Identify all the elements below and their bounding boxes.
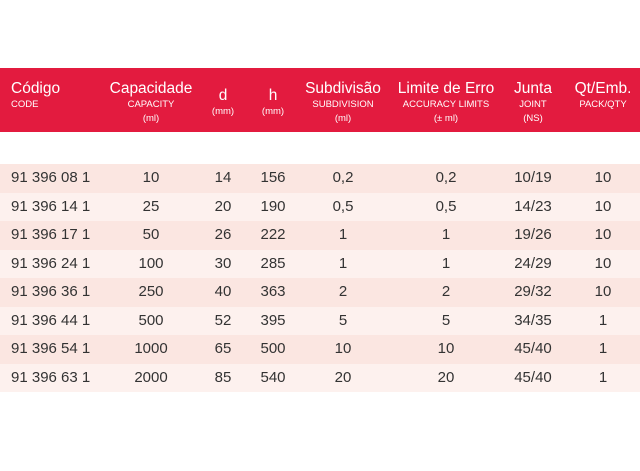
cell-joint: 14/23	[514, 197, 552, 215]
cell-capacity: 50	[142, 226, 160, 243]
header-joint	[505, 68, 561, 132]
cell-limit: 0,5	[435, 197, 457, 215]
table-row	[0, 221, 640, 250]
header-capacity-unit: (ml)	[142, 113, 160, 124]
header-subdivision-unit: (ml)	[334, 113, 352, 124]
cell-limit: 1	[441, 254, 451, 272]
cell-joint: 45/40	[514, 340, 552, 357]
cell-d: 30	[214, 254, 232, 272]
cell-code: 91 396 14 1	[11, 197, 91, 215]
cell-qty: 10	[594, 254, 612, 272]
cell-qty: 10	[594, 283, 612, 300]
cell-qty: 10	[594, 169, 612, 186]
cell-h: 156	[260, 169, 286, 186]
header-subdivision-sub: SUBDIVISION	[312, 99, 374, 110]
header-limit	[390, 68, 502, 132]
header-limit-unit: (± ml)	[433, 113, 459, 124]
cell-joint: 10/19	[514, 169, 552, 186]
cell-capacity: 1000	[134, 340, 168, 357]
cell-d: 14	[214, 169, 232, 186]
header-joint-sub: JOINT	[519, 99, 547, 110]
cell-limit: 5	[441, 311, 451, 329]
cell-subdivision: 20	[334, 368, 352, 386]
cell-capacity: 250	[138, 283, 164, 300]
cell-subdivision: 2	[338, 283, 348, 300]
header-subdivision-label: Subdivisão	[305, 80, 381, 97]
header-h-label: h	[268, 87, 278, 104]
cell-code: 91 396 36 1	[11, 283, 91, 300]
header-limit-label: Limite de Erro	[397, 80, 495, 97]
cell-d: 85	[214, 368, 232, 386]
header-joint-label: Junta	[514, 80, 552, 97]
header-h-unit: (mm)	[261, 106, 285, 117]
cell-subdivision: 5	[338, 311, 348, 329]
cell-subdivision: 10	[334, 340, 352, 357]
cell-h: 190	[260, 197, 286, 215]
cell-code: 91 396 44 1	[11, 311, 91, 329]
cell-limit: 0,2	[435, 169, 457, 186]
cell-limit: 2	[441, 283, 451, 300]
header-code	[11, 68, 106, 132]
header-d-unit: (mm)	[211, 106, 235, 117]
cell-code: 91 396 17 1	[11, 226, 91, 243]
table-row	[0, 364, 640, 393]
cell-joint: 29/32	[514, 283, 552, 300]
cell-h: 395	[260, 311, 286, 329]
header-qty	[567, 68, 639, 132]
cell-joint: 34/35	[514, 311, 552, 329]
cell-d: 52	[214, 311, 232, 329]
cell-h: 500	[260, 340, 286, 357]
cell-joint: 19/26	[514, 226, 552, 243]
cell-code: 91 396 54 1	[11, 340, 91, 357]
header-d	[205, 68, 241, 132]
cell-qty: 10	[594, 197, 612, 215]
header-capacity-sub: CAPACITY	[127, 99, 175, 110]
cell-d: 26	[214, 226, 232, 243]
cell-limit: 1	[441, 226, 451, 243]
table-row	[0, 307, 640, 336]
header-capacity-label: Capacidade	[109, 80, 193, 97]
cell-capacity: 2000	[134, 368, 168, 386]
cell-qty: 1	[598, 311, 608, 329]
cell-qty: 10	[594, 226, 612, 243]
cell-h: 222	[260, 226, 286, 243]
cell-h: 285	[260, 254, 286, 272]
cell-capacity: 25	[142, 197, 160, 215]
cell-subdivision: 0,5	[332, 197, 354, 215]
cell-code: 91 396 08 1	[11, 169, 91, 186]
header-subdivision	[298, 68, 388, 132]
cell-code: 91 396 24 1	[11, 254, 91, 272]
table-row	[0, 164, 640, 193]
cell-qty: 1	[598, 368, 608, 386]
table-row	[0, 193, 640, 222]
header-capacity	[106, 68, 196, 132]
cell-capacity: 100	[138, 254, 164, 272]
table-body	[0, 164, 640, 392]
header-qty-label: Qt/Emb.	[574, 80, 632, 97]
cell-capacity: 10	[142, 169, 160, 186]
cell-d: 65	[214, 340, 232, 357]
cell-d: 20	[214, 197, 232, 215]
header-h	[251, 68, 295, 132]
header-d-label: d	[218, 87, 228, 104]
cell-qty: 1	[598, 340, 608, 357]
header-code-label: Código	[11, 80, 61, 97]
table-header	[0, 68, 640, 132]
cell-limit: 10	[437, 340, 455, 357]
cell-h: 540	[260, 368, 286, 386]
cell-h: 363	[260, 283, 286, 300]
cell-subdivision: 0,2	[332, 169, 354, 186]
cell-capacity: 500	[138, 311, 164, 329]
header-limit-sub: ACCURACY LIMITS	[402, 99, 490, 110]
header-code-sub: CODE	[11, 99, 39, 110]
cell-joint: 45/40	[514, 368, 552, 386]
table-row	[0, 335, 640, 364]
cell-limit: 20	[437, 368, 455, 386]
header-qty-sub: PACK/QTY	[579, 99, 627, 110]
table-row	[0, 278, 640, 307]
cell-d: 40	[214, 283, 232, 300]
header-joint-unit: (NS)	[523, 113, 543, 124]
cell-subdivision: 1	[338, 226, 348, 243]
cell-subdivision: 1	[338, 254, 348, 272]
cell-joint: 24/29	[514, 254, 552, 272]
table-row	[0, 250, 640, 279]
cell-code: 91 396 63 1	[11, 368, 91, 386]
